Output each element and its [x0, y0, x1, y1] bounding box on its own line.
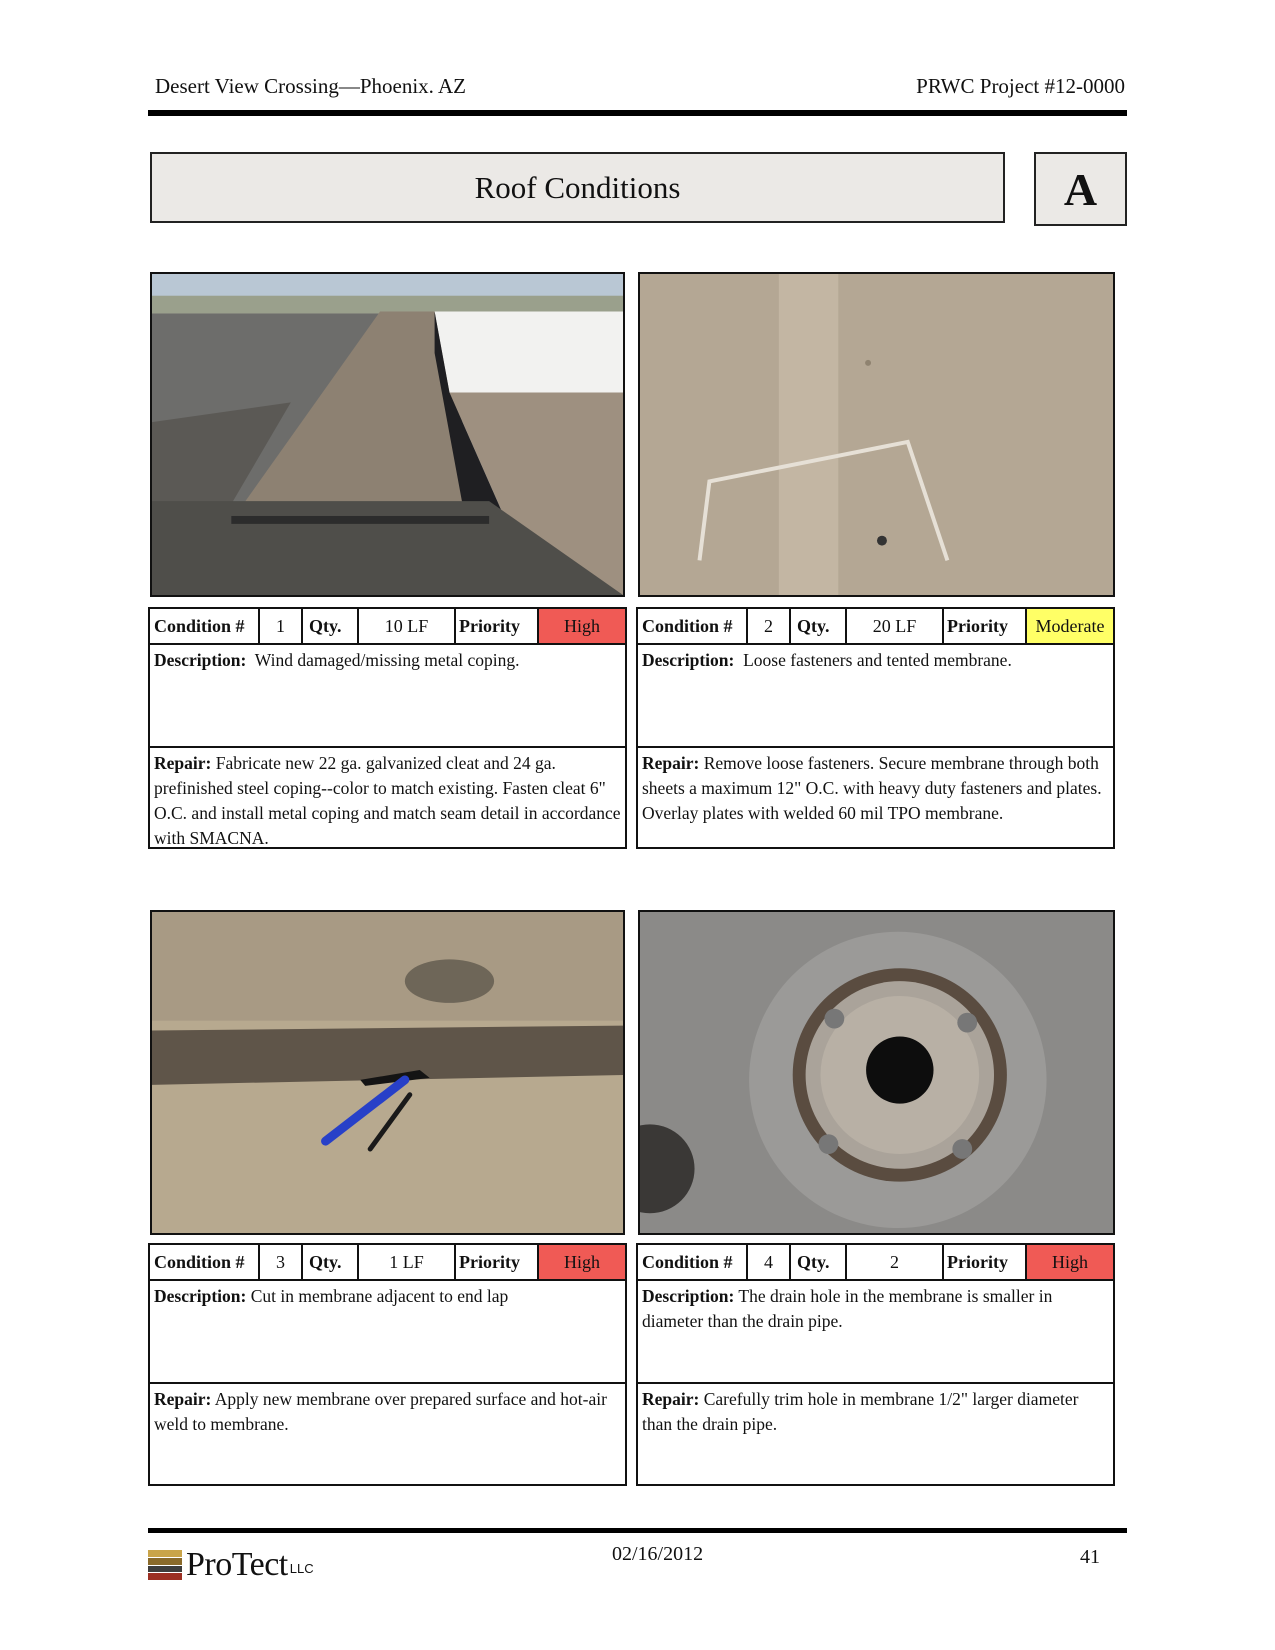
- description-text: The drain hole in the membrane is smaller in diameter than the drain pipe.: [642, 1286, 1053, 1331]
- qty-value: 20 LF: [847, 609, 944, 643]
- repair-label: Repair:: [154, 753, 212, 773]
- priority-badge: Moderate: [1027, 609, 1113, 643]
- condition-number: 1: [260, 609, 303, 643]
- repair-label: Repair:: [642, 753, 700, 773]
- repair-text: Remove loose fasteners. Secure membrane through both sheets a maximum 12" O.C. with heavy duty fasteners and plates. Overlay plates with welded 60 mil TPO membrane.: [642, 753, 1102, 823]
- condition-number: 3: [260, 1245, 303, 1279]
- footer-rule: [148, 1528, 1127, 1533]
- description-label: Description:: [154, 1286, 247, 1306]
- priority-badge: High: [539, 609, 625, 643]
- qty-value: 10 LF: [359, 609, 456, 643]
- condition-1-repair: [148, 746, 627, 849]
- description-text: Loose fasteners and tented membrane.: [743, 650, 1012, 670]
- condition-label: Condition #: [638, 1245, 748, 1279]
- description-label: Description:: [154, 650, 247, 670]
- condition-2-repair: [636, 746, 1115, 849]
- qty-label: Qty.: [303, 609, 359, 643]
- header-project-location: Desert View Crossing—Phoenix. AZ: [155, 74, 467, 98]
- company-logo: [148, 1546, 314, 1584]
- company-name: ProTect: [186, 1546, 288, 1583]
- condition-1-header-row: [148, 607, 627, 645]
- priority-label: Priority: [944, 609, 1027, 643]
- description-label: Description:: [642, 650, 735, 670]
- page-title: Roof Conditions: [150, 152, 1005, 223]
- condition-1-description: [148, 645, 627, 748]
- priority-badge: High: [539, 1245, 625, 1279]
- condition-1-photo: [150, 272, 625, 597]
- condition-2-description: [636, 645, 1115, 748]
- condition-number: 4: [748, 1245, 791, 1279]
- priority-label: Priority: [456, 1245, 539, 1279]
- qty-value: 1 LF: [359, 1245, 456, 1279]
- condition-3-repair: [148, 1382, 627, 1486]
- report-date: 02/16/2012: [612, 1543, 704, 1565]
- condition-4-header-row: [636, 1243, 1115, 1281]
- condition-3-header-row: [148, 1243, 627, 1281]
- header-rule: [148, 110, 1127, 116]
- condition-label: Condition #: [150, 609, 260, 643]
- repair-text: Fabricate new 22 ga. galvanized cleat and 24 ga. prefinished steel coping--color to match existing. Fasten cleat 6" O.C. and install metal coping and match seam detail in accordance with SMACNA.: [154, 753, 621, 848]
- qty-label: Qty.: [791, 1245, 847, 1279]
- priority-label: Priority: [944, 1245, 1027, 1279]
- condition-4-repair: [636, 1382, 1115, 1486]
- description-text: Cut in membrane adjacent to end lap: [250, 1286, 509, 1306]
- condition-2-header-row: [636, 607, 1115, 645]
- condition-3-description: [148, 1281, 627, 1384]
- page-number: 41: [1080, 1546, 1100, 1568]
- condition-number: 2: [748, 609, 791, 643]
- qty-label: Qty.: [303, 1245, 359, 1279]
- qty-value: 2: [847, 1245, 944, 1279]
- description-text: Wind damaged/missing metal coping.: [254, 650, 520, 670]
- condition-4-photo: [638, 910, 1115, 1235]
- condition-2-photo: [638, 272, 1115, 597]
- priority-badge: High: [1027, 1245, 1113, 1279]
- description-label: Description:: [642, 1286, 735, 1306]
- logo-mark-icon: [148, 1550, 182, 1580]
- repair-label: Repair:: [154, 1389, 212, 1409]
- company-suffix: LLC: [289, 1561, 314, 1576]
- condition-4-description: [636, 1281, 1115, 1384]
- repair-text: Carefully trim hole in membrane 1/2" larger diameter than the drain pipe.: [642, 1389, 1079, 1434]
- repair-label: Repair:: [642, 1389, 700, 1409]
- condition-label: Condition #: [150, 1245, 260, 1279]
- section-letter: A: [1034, 152, 1127, 226]
- repair-text: Apply new membrane over prepared surface and hot-air weld to membrane.: [154, 1389, 607, 1434]
- priority-label: Priority: [456, 609, 539, 643]
- header-project-number: PRWC Project #12-0000: [916, 74, 1125, 98]
- condition-label: Condition #: [638, 609, 748, 643]
- qty-label: Qty.: [791, 609, 847, 643]
- condition-3-photo: [150, 910, 625, 1235]
